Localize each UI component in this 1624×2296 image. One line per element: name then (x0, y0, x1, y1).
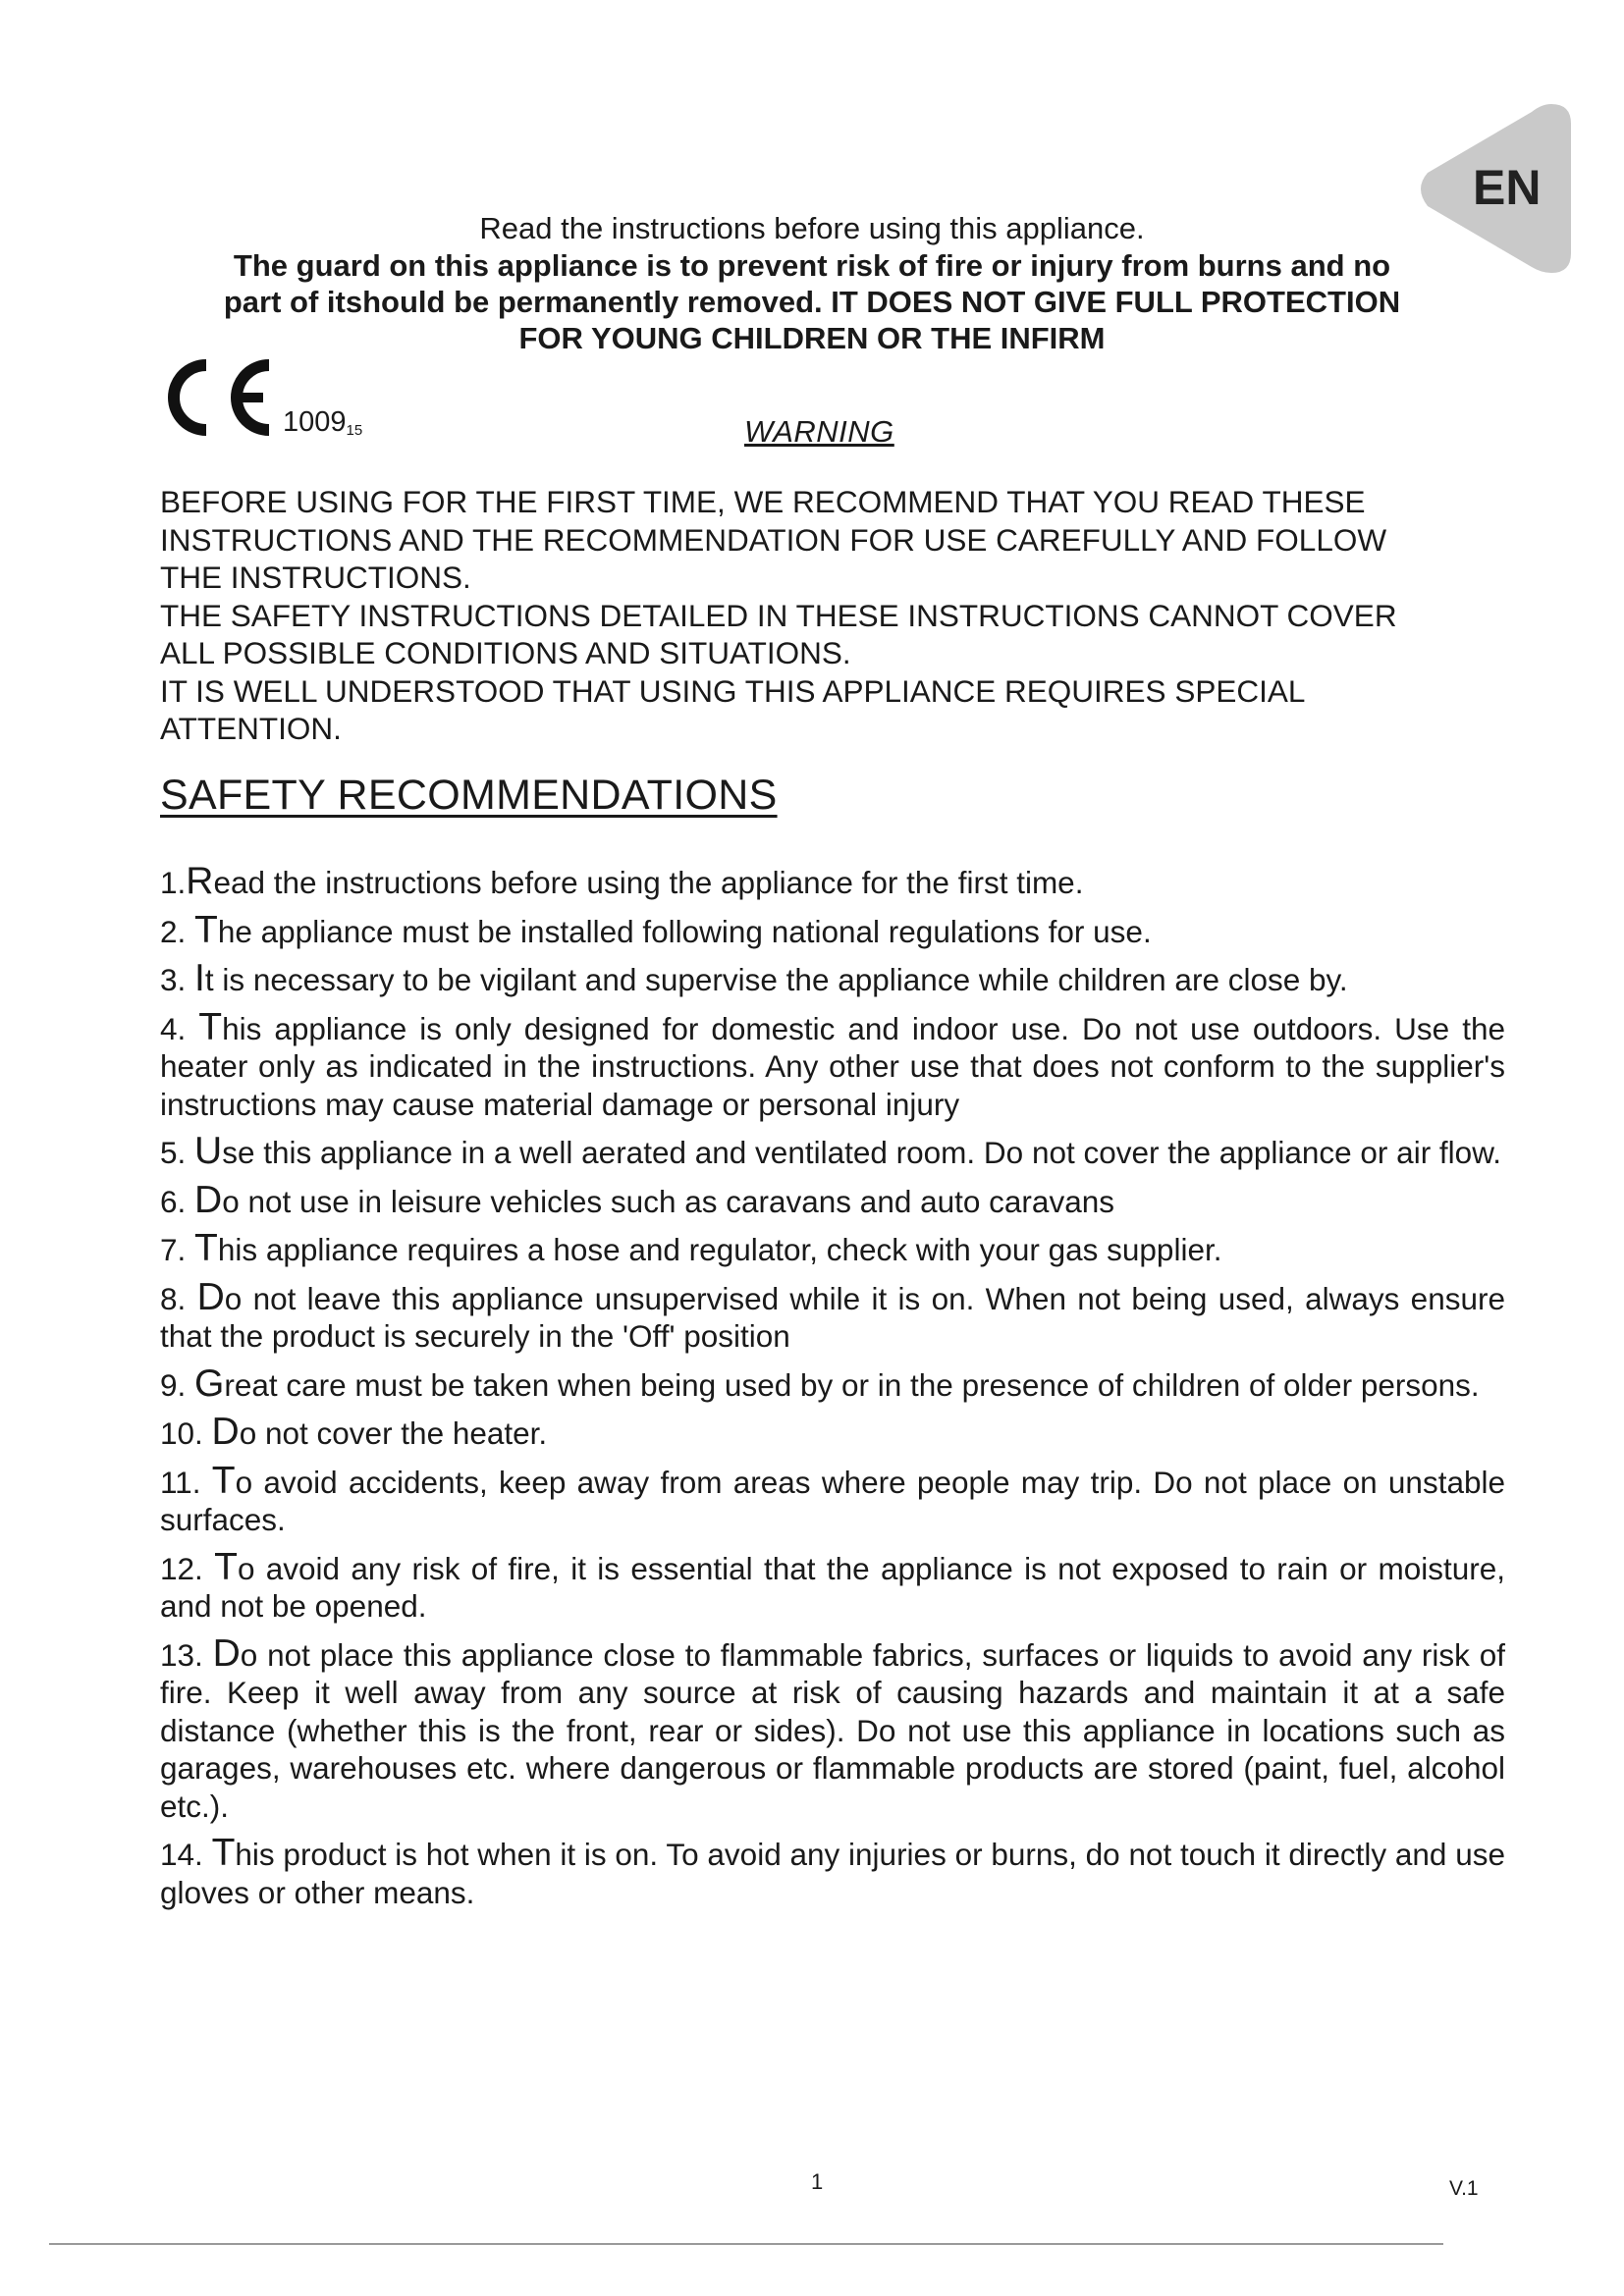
list-item-text: o not cover the heater. (239, 1415, 548, 1451)
header-line: part of itshould be permanently removed. IT DOES NOT GIVE FULL PROTECTION (223, 285, 1401, 319)
list-item-number: 10. (160, 1415, 212, 1451)
list-item-initial: U (194, 1130, 223, 1172)
list-item-number: 14. (160, 1837, 212, 1872)
list-item-text: o not place this appliance close to flammable fabrics, surfaces or liquids to avoid any risk of fire. Keep it well away from any source at risk of causing hazards and maintain it at a safe distance (whether this is the front, rear or sides). Do not use this appliance in locations such as garages, warehouses etc. where dangerous or flammable products are stored (paint, fuel, alcohol etc.). (160, 1636, 1505, 1824)
list-item (160, 908, 1505, 951)
list-item-text: his appliance requires a hose and regulator, check with your gas supplier. (217, 1232, 1222, 1267)
list-item-text: his product is hot when it is on. To avoid any injuries or burns, do not touch it directly and use gloves or other means. (160, 1837, 1505, 1910)
header-line: Read the instructions before using this appliance. (479, 211, 1145, 245)
list-item (160, 1005, 1505, 1124)
list-item-number: 8. (160, 1280, 197, 1316)
list-item-initial: T (211, 1832, 236, 1874)
list-item-text: o not leave this appliance unsupervised while it is on. When not being used, always ensure that the product is securely in the 'Off' position (160, 1280, 1505, 1354)
safety-list (160, 860, 1505, 1922)
list-item-text: his appliance is only designed for domestic and indoor use. Do not use outdoors. Use the heater only as indicated in the instructions. Any other use that does not conform to the supplier's instructions may cause material damage or personal injury (160, 1010, 1505, 1122)
version-label: V.1 (1449, 2177, 1479, 2200)
list-item-initial: D (196, 1275, 225, 1318)
list-item-initial: T (214, 1545, 238, 1588)
list-item-number: 11. (160, 1464, 212, 1500)
list-item (160, 1227, 1505, 1269)
section-title: SAFETY RECOMMENDATIONS (160, 772, 778, 819)
list-item-text: o avoid accidents, keep away from areas where people may trip. Do not place on unstable surfaces. (160, 1464, 1505, 1537)
list-item-number: 4. (160, 1010, 199, 1046)
list-item-number: 3. (160, 962, 195, 997)
list-item-initial: I (194, 957, 205, 999)
list-item (160, 1178, 1505, 1221)
list-item (160, 1459, 1505, 1539)
page-number: 1 (811, 2169, 824, 2194)
list-item-number: 5. (160, 1135, 195, 1170)
footer-divider (49, 2243, 1443, 2245)
list-item-number: 1. (160, 865, 187, 900)
list-item (160, 1362, 1505, 1405)
list-item-initial: T (194, 1227, 218, 1269)
list-item-number: 7. (160, 1232, 195, 1267)
language-label: EN (1473, 160, 1542, 215)
header-line: The guard on this appliance is to prevent risk of fire or injury from burns and no (233, 248, 1391, 283)
list-item-text: se this appliance in a well aerated and ventilated room. Do not cover the appliance or air flow. (222, 1135, 1501, 1170)
list-item (160, 1545, 1505, 1626)
warning-text (160, 483, 1486, 748)
header-line: FOR YOUNG CHILDREN OR THE INFIRM (518, 321, 1106, 355)
warning-line: IT IS WELL UNDERSTOOD THAT USING THIS APPLIANCE REQUIRES SPECIAL (160, 672, 1306, 709)
list-item-initial: T (198, 1005, 223, 1048)
list-item-initial: T (194, 908, 218, 951)
list-item-text: o avoid any risk of fire, it is essential that the appliance is not exposed to rain or moisture, and not be opened. (160, 1550, 1505, 1624)
warning-line: ALL POSSIBLE CONDITIONS AND SITUATIONS. (160, 635, 851, 670)
list-item-number: 2. (160, 913, 195, 949)
list-item (160, 860, 1505, 902)
list-item-text: reat care must be taken when being used by or in the presence of children of older persons. (224, 1366, 1480, 1403)
list-item-text: t is necessary to be vigilant and supervise the appliance while children are close by. (204, 962, 1348, 997)
warning-line: THE INSTRUCTIONS. (160, 560, 471, 595)
list-item-text: ead the instructions before using the appliance for the first time. (213, 865, 1084, 900)
warning-line: INSTRUCTIONS AND THE RECOMMENDATION FOR USE CAREFULLY AND FOLLOW (160, 521, 1387, 558)
list-item-text: he appliance must be installed following national regulations for use. (217, 913, 1152, 949)
list-item-initial: R (186, 860, 214, 902)
list-item-initial: D (194, 1178, 223, 1221)
warning-line: THE SAFETY INSTRUCTIONS DETAILED IN THESE INSTRUCTIONS CANNOT COVER (160, 597, 1397, 633)
notified-body-number: $1009_{15}$ (283, 406, 363, 439)
list-item-text: o not use in leisure vehicles such as caravans and auto caravans (222, 1183, 1114, 1219)
warning-line: ATTENTION. (160, 711, 342, 746)
list-item (160, 1832, 1505, 1911)
list-item-initial: D (211, 1411, 240, 1453)
list-item-number: 12. (160, 1550, 215, 1586)
list-item (160, 1275, 1505, 1356)
ce-mark-icon (159, 353, 277, 442)
list-item-initial: T (211, 1459, 236, 1502)
list-item-initial: G (194, 1362, 225, 1405)
list-item-initial: D (212, 1631, 241, 1675)
list-item (160, 957, 1505, 999)
warning-line: BEFORE USING FOR THE FIRST TIME, WE RECOMMEND THAT YOU READ THESE (160, 484, 1366, 519)
list-item-number: 6. (160, 1183, 195, 1219)
list-item-number: 9. (160, 1366, 195, 1403)
header-notice (0, 210, 1624, 356)
list-item (160, 1411, 1505, 1453)
list-item-number: 13. (160, 1636, 213, 1673)
list-item (160, 1130, 1505, 1172)
list-item (160, 1631, 1505, 1826)
warning-title: WARNING (744, 414, 894, 449)
